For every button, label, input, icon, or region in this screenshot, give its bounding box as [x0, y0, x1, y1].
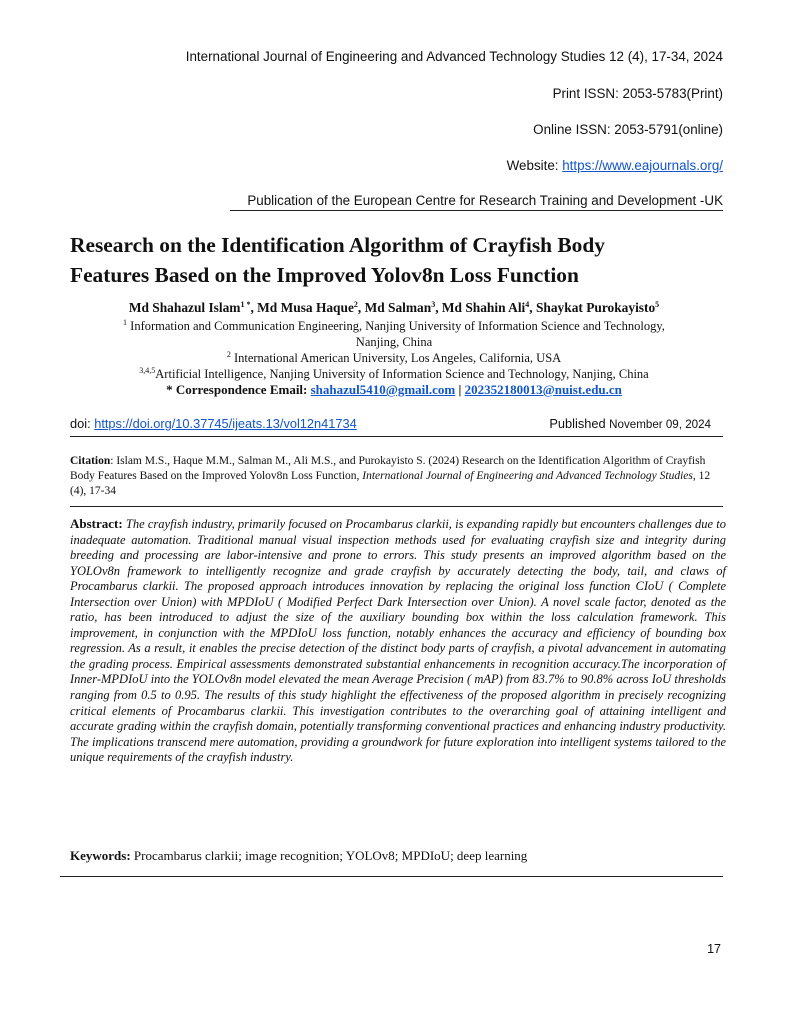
affiliation-text: Information and Communication Engineering, Nanjing University of Information Science and Technology,: [130, 319, 665, 333]
author-name: Shaykat Purokayisto: [535, 300, 656, 315]
abstract: [70, 516, 726, 766]
citation-text: : Islam M.S., Haque M.M., Salman M., Ali M.S., and Purokayisto S. (2024) Research on the Identification Algorithm of Crayfish Body Features Based on the Improved Yolov8n Loss Function,: [70, 455, 706, 483]
website-label: Website:: [506, 158, 563, 173]
paper-title-line-1: Research on the Identification Algorithm of Crayfish Body: [70, 233, 605, 257]
abstract-text: The crayfish industry, primarily focused on Procambarus clarkii, is expanding rapidly but encounters challenges due to inadequate automation. Traditional manual visual inspection methods used for evaluating crayfish size and integrity during breeding and processing are labor-intensive and prone to errors. This study presents an improved algorithm based on the YOLOv8n framework to intelligently recognize and grade crayfish by accurately detecting the body, tail, and claws of Procambarus clarkii. The proposed approach introduces innovation by replacing the original loss function CIoU ( Complete Intersection over Union) with MPDIoU ( Modified Perfect Dark Intersection over Union). A novel scale factor, denoted as the ratio, has been introduced to adjust the size of the auxiliary bounding box within the loss calculation framework. This improvement, in conjunction with the MPDIoU loss function, notably enhances the accuracy and efficiency of bounding box regression. As a result, it enables the precise detection of the distinct body parts of crayfish, a pivotal advancement in automating the grading process. Empirical assessments demonstrated substantial enhancements in recognition accuracy.The incorporation of Inner-MPDIoU into the YOLOv8n model elevated the mean Average Precision ( mAP) from 83.7% to 90.8% across IoU thresholds ranging from 0.5 to 0.95. The results of this study highlight the effectiveness of the proposed algorithm in precisely recognizing critical elements of Procambarus clarkii. This investigation contributes to the overarching goal of attaining intelligent and accurate grading within the crayfish domain, potentially transforming conventional practices and enhancing industry productivity. The implications transcend mere automation, providing a groundwork for future exploration into intelligent systems tailored to the unique requirements of the crayfish industry.: [70, 517, 727, 765]
affiliation-text: International American University, Los Angeles, California, USA: [233, 351, 562, 365]
email-link-2[interactable]: 202352180013@nuist.edu.cn: [464, 382, 622, 397]
citation-journal: International Journal of Engineering and Advanced Technology Studies: [362, 470, 693, 483]
citation-label: Citation: [70, 455, 111, 467]
affiliation-sup: 3,4,5: [139, 366, 156, 375]
doi-line: [70, 416, 357, 431]
affiliation-2: [60, 350, 728, 366]
published-date: November 09, 2024: [609, 418, 711, 431]
abstract-label: Abstract:: [70, 516, 123, 531]
author-separator: ,: [250, 300, 258, 315]
author-separator: ,: [357, 300, 365, 315]
doi-label: doi:: [70, 416, 95, 431]
paper-title: [70, 230, 730, 290]
affiliation-1-cont: Nanjing, China: [355, 335, 433, 349]
author-name: Md Musa Haque: [257, 300, 354, 315]
author-list: [60, 299, 728, 317]
author-separator: ,: [529, 300, 536, 315]
correspondence-label: * Correspondence Email:: [166, 382, 308, 397]
keywords: [70, 848, 527, 864]
published-date-line: [549, 416, 711, 431]
affiliation-text: Artificial Intelligence, Nanjing University of Information Science and Technology, Nanjing, China: [155, 367, 649, 381]
author-sup: 1 *: [240, 300, 251, 309]
affiliation-3: [60, 366, 728, 382]
author-separator: ,: [435, 300, 442, 315]
correspondence: [60, 382, 728, 398]
header-rule: [230, 210, 723, 211]
website-link[interactable]: https://www.eajournals.org/: [562, 158, 723, 173]
online-issn: Online ISSN: 2053-5791(online): [533, 122, 723, 137]
print-issn: Print ISSN: 2053-5783(Print): [552, 86, 723, 101]
author-sup: 3: [431, 300, 436, 309]
keywords-label: Keywords:: [70, 848, 131, 863]
author-sup: 2: [353, 300, 358, 309]
affiliation-sup: 1: [123, 318, 128, 327]
keywords-text: Procambarus clarkii; image recognition; YOLOv8; MPDIoU; deep learning: [133, 848, 528, 863]
doi-rule: [70, 436, 723, 437]
doi-link[interactable]: https://doi.org/10.37745/ijeats.13/vol12n41734: [94, 416, 357, 431]
keywords-rule: [60, 876, 723, 877]
website-line: [507, 158, 723, 173]
citation-rule: [70, 506, 723, 507]
author-sup: 5: [655, 300, 660, 309]
citation-volume: , 12 (4), 17-34: [70, 470, 711, 498]
affiliation-1: [60, 318, 728, 334]
author-sup: 4: [525, 300, 530, 309]
page-number: 17: [707, 942, 721, 956]
email-separator: |: [458, 382, 462, 397]
author-name: Md Shahazul Islam: [128, 300, 241, 315]
paper-title-line-2: Features Based on the Improved Yolov8n Loss Function: [70, 263, 579, 287]
citation: [70, 454, 726, 500]
journal-header: International Journal of Engineering and Advanced Technology Studies 12 (4), 17-34, 2024: [185, 49, 723, 64]
affiliation-sup: 2: [226, 350, 231, 359]
author-name: Md Salman: [364, 300, 432, 315]
publisher-line: Publication of the European Centre for Research Training and Development -UK: [247, 193, 723, 208]
author-name: Md Shahin Ali: [441, 300, 526, 315]
email-link-1[interactable]: shahazul5410@gmail.com: [310, 382, 456, 397]
affiliations: [60, 318, 728, 398]
published-label: Published: [549, 416, 606, 431]
